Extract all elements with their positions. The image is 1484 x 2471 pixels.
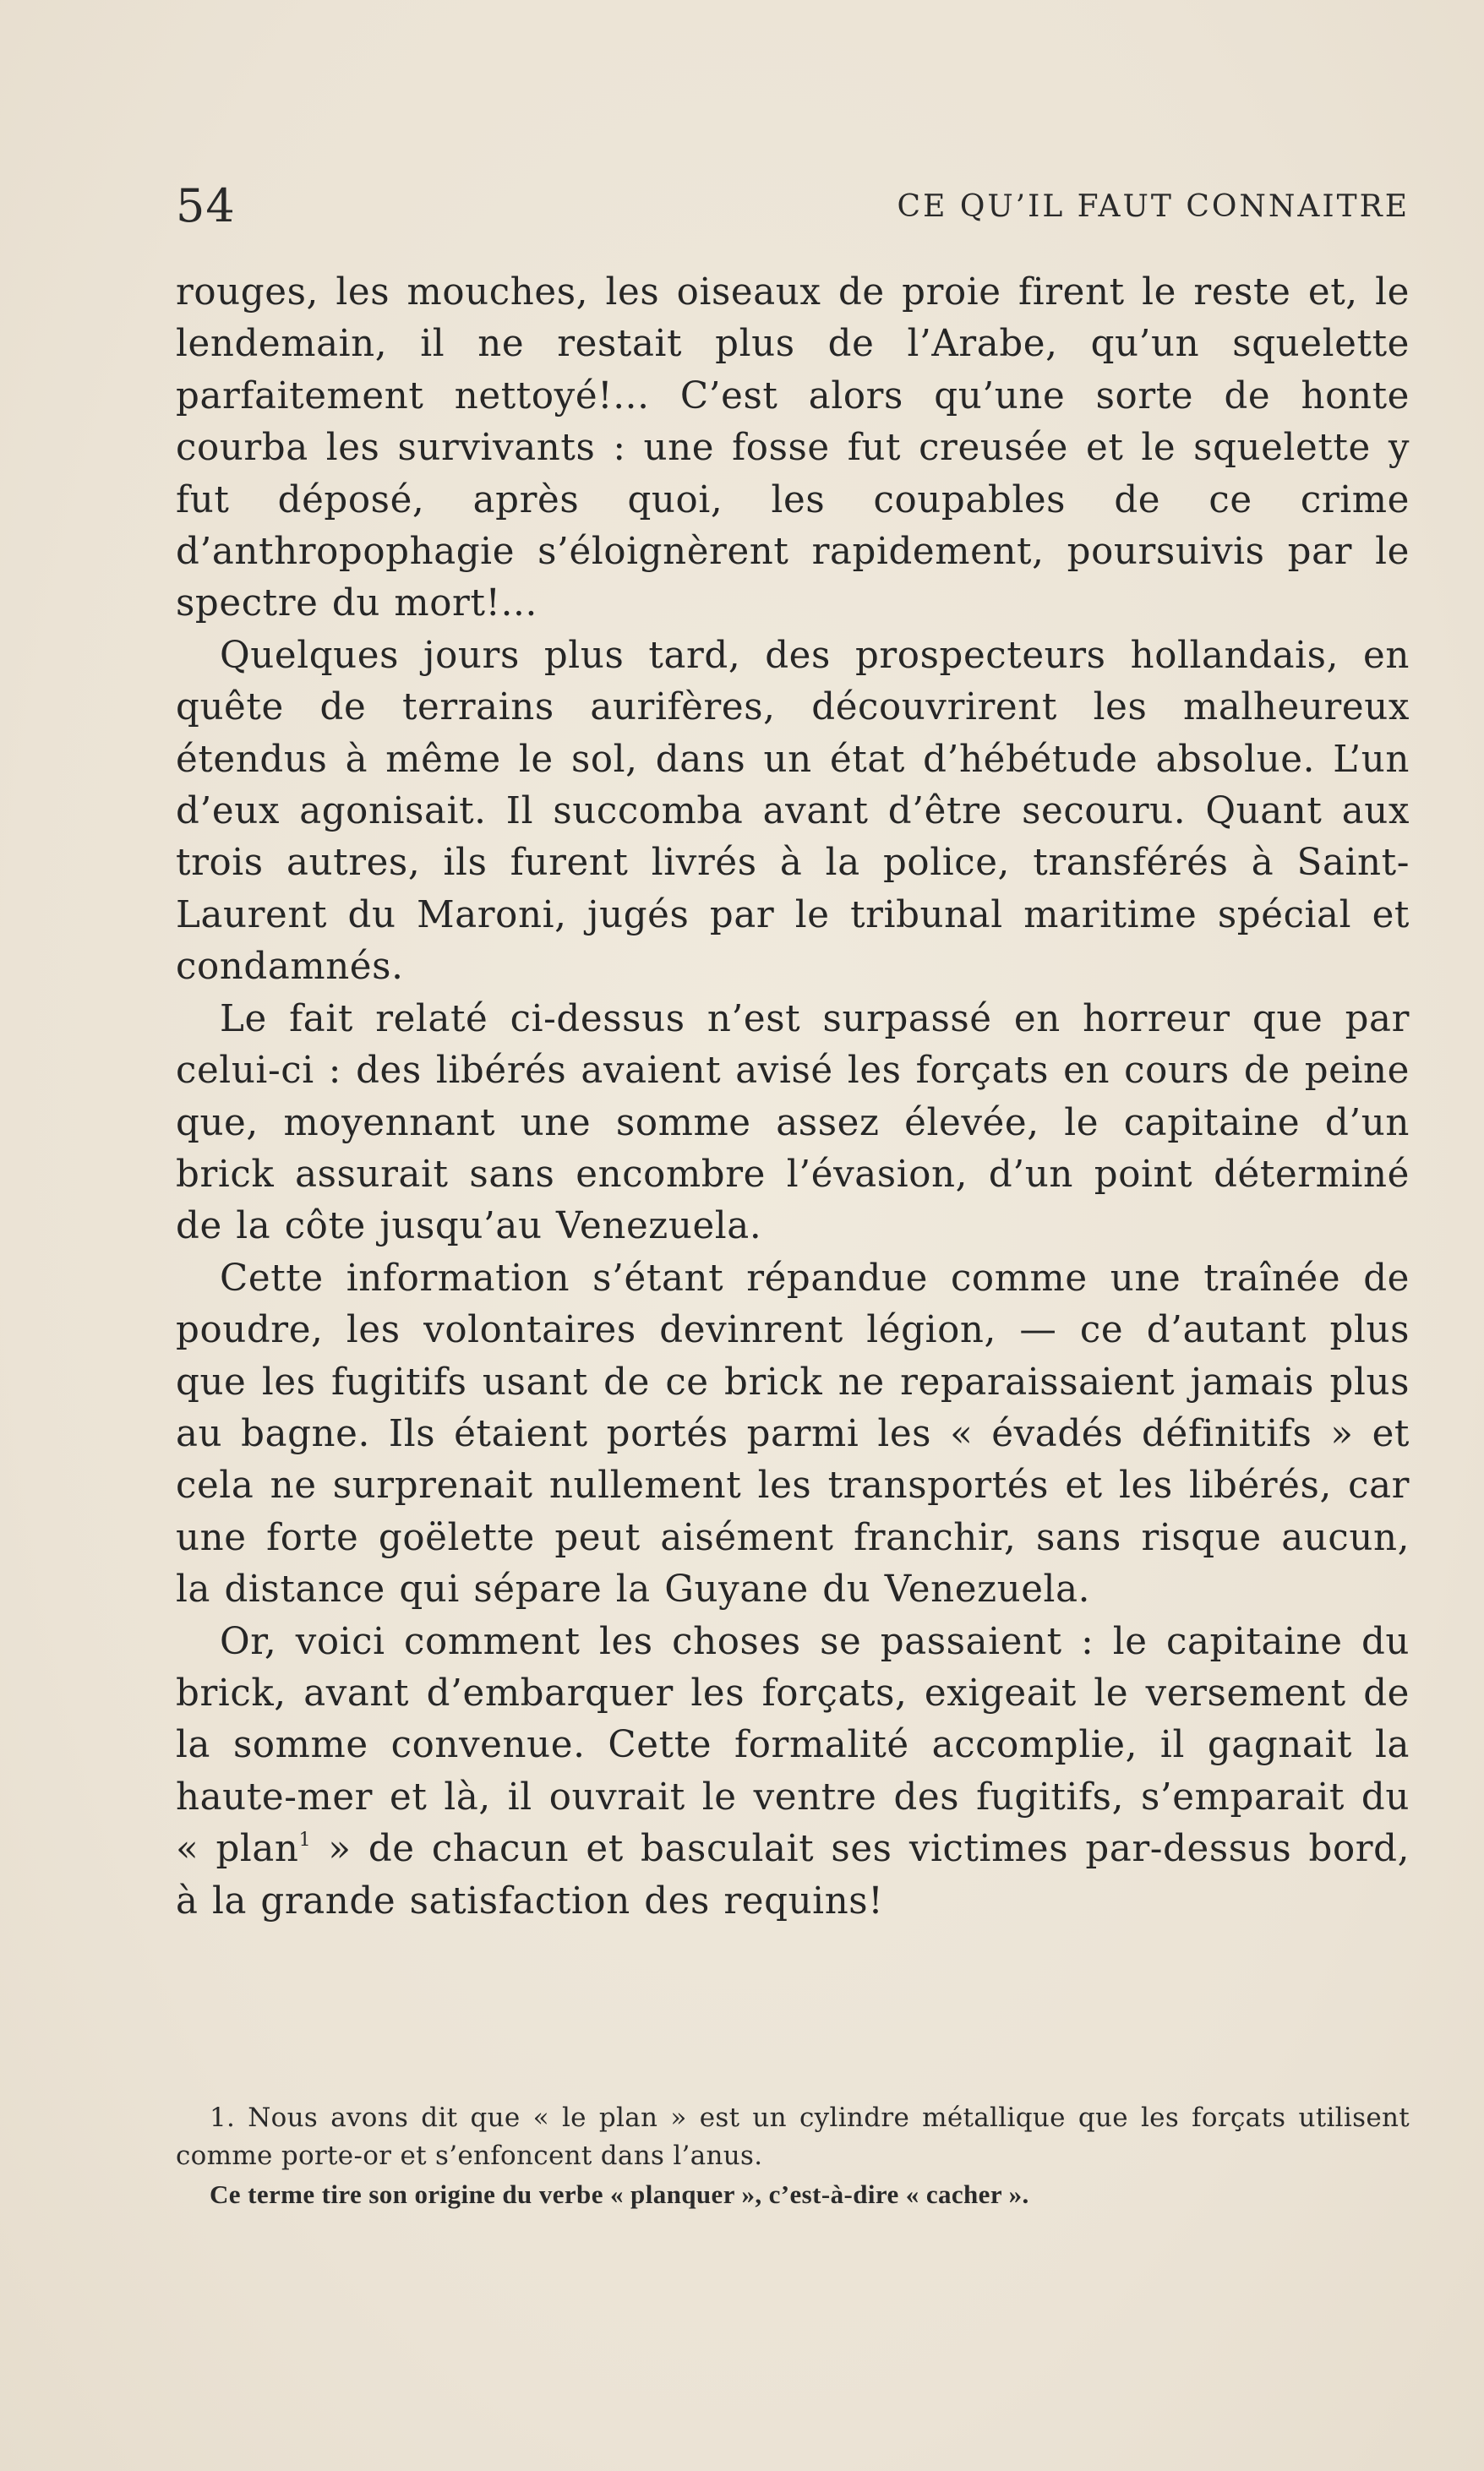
paragraph-5-part-2: » de chacun et basculait ses victimes par-dessus bord, à la grande satisfaction des requins!: [176, 1828, 1410, 1923]
footnote-2: Ce terme tire son origine du verbe « planquer », c’est-à-dire « cacher ».: [210, 2179, 1029, 2209]
paragraph-5: [176, 1617, 1410, 1928]
page-number: 54: [176, 179, 236, 232]
page-header: [176, 179, 1410, 230]
body-text: [176, 267, 1410, 1928]
paragraph-3: Le fait relaté ci-dessus n’est surpassé en horreur que par celui-ci : des libérés avaient avisé les forçats en cours de peine que, moyennant une somme assez élevée, le capitaine d’un brick assurait sans encombre l’évasion, d’un point déterminé de la côte jusqu’au Venezuela.: [176, 997, 1410, 1248]
paragraph-4: Cette information s’étant répandue comme une traînée de poudre, les volontaires devinrent légion, — ce d’autant plus que les fugitifs usant de ce brick ne reparaissaient jamais plus au bagne. Ils étaient portés parmi les « évadés définitifs » et cela ne surprenait nullement les transportés et les libérés, car une forte goëlette peut aisément franchir, sans risque aucun, la distance qui sépare la Guyane du Venezuela.: [176, 1257, 1410, 1612]
footnote-1: 1. Nous avons dit que « le plan » est un cylindre métallique que les forçats utilisent comme porte-or et s’enfoncent dans l’anus.: [176, 2103, 1410, 2171]
footnotes: [176, 2099, 1410, 2213]
paragraph-1: rouges, les mouches, les oiseaux de proie firent le reste et, le lendemain, il ne restait plus de l’Arabe, qu’un squelette parfaitement nettoyé!... C’est alors qu’une sorte de honte courba les survivants : une fosse fut creusée et le squelette y fut déposé, après quoi, les coupables de ce crime d’anthropophagie s’éloignèrent rapidement, poursuivis par le spectre du mort!...: [176, 271, 1410, 625]
paragraph-2: Quelques jours plus tard, des prospecteurs hollandais, en quête de terrains aurifères, découvrirent les malheureux étendus à même le sol, dans un état d’hébétude absolue. L’un d’eux agonisait. Il succomba avant d’être secouru. Quant aux trois autres, ils furent livrés à la police, transférés à Saint-Laurent du Maroni, jugés par le tribunal maritime spécial et condamnés.: [176, 634, 1410, 989]
footnote-reference: 1: [298, 1830, 312, 1852]
running-head: CE QU’IL FAUT CONNAITRE: [897, 189, 1410, 224]
paragraph-5-part-1: Or, voici comment les choses se passaient : le capitaine du brick, avant d’embarquer les forçats, exigeait le versement de la somme convenue. Cette formalité accomplie, il gagnait la haute-mer et là, il ouvrait le ventre des fugitifs, s’emparait du « plan: [176, 1620, 1410, 1871]
